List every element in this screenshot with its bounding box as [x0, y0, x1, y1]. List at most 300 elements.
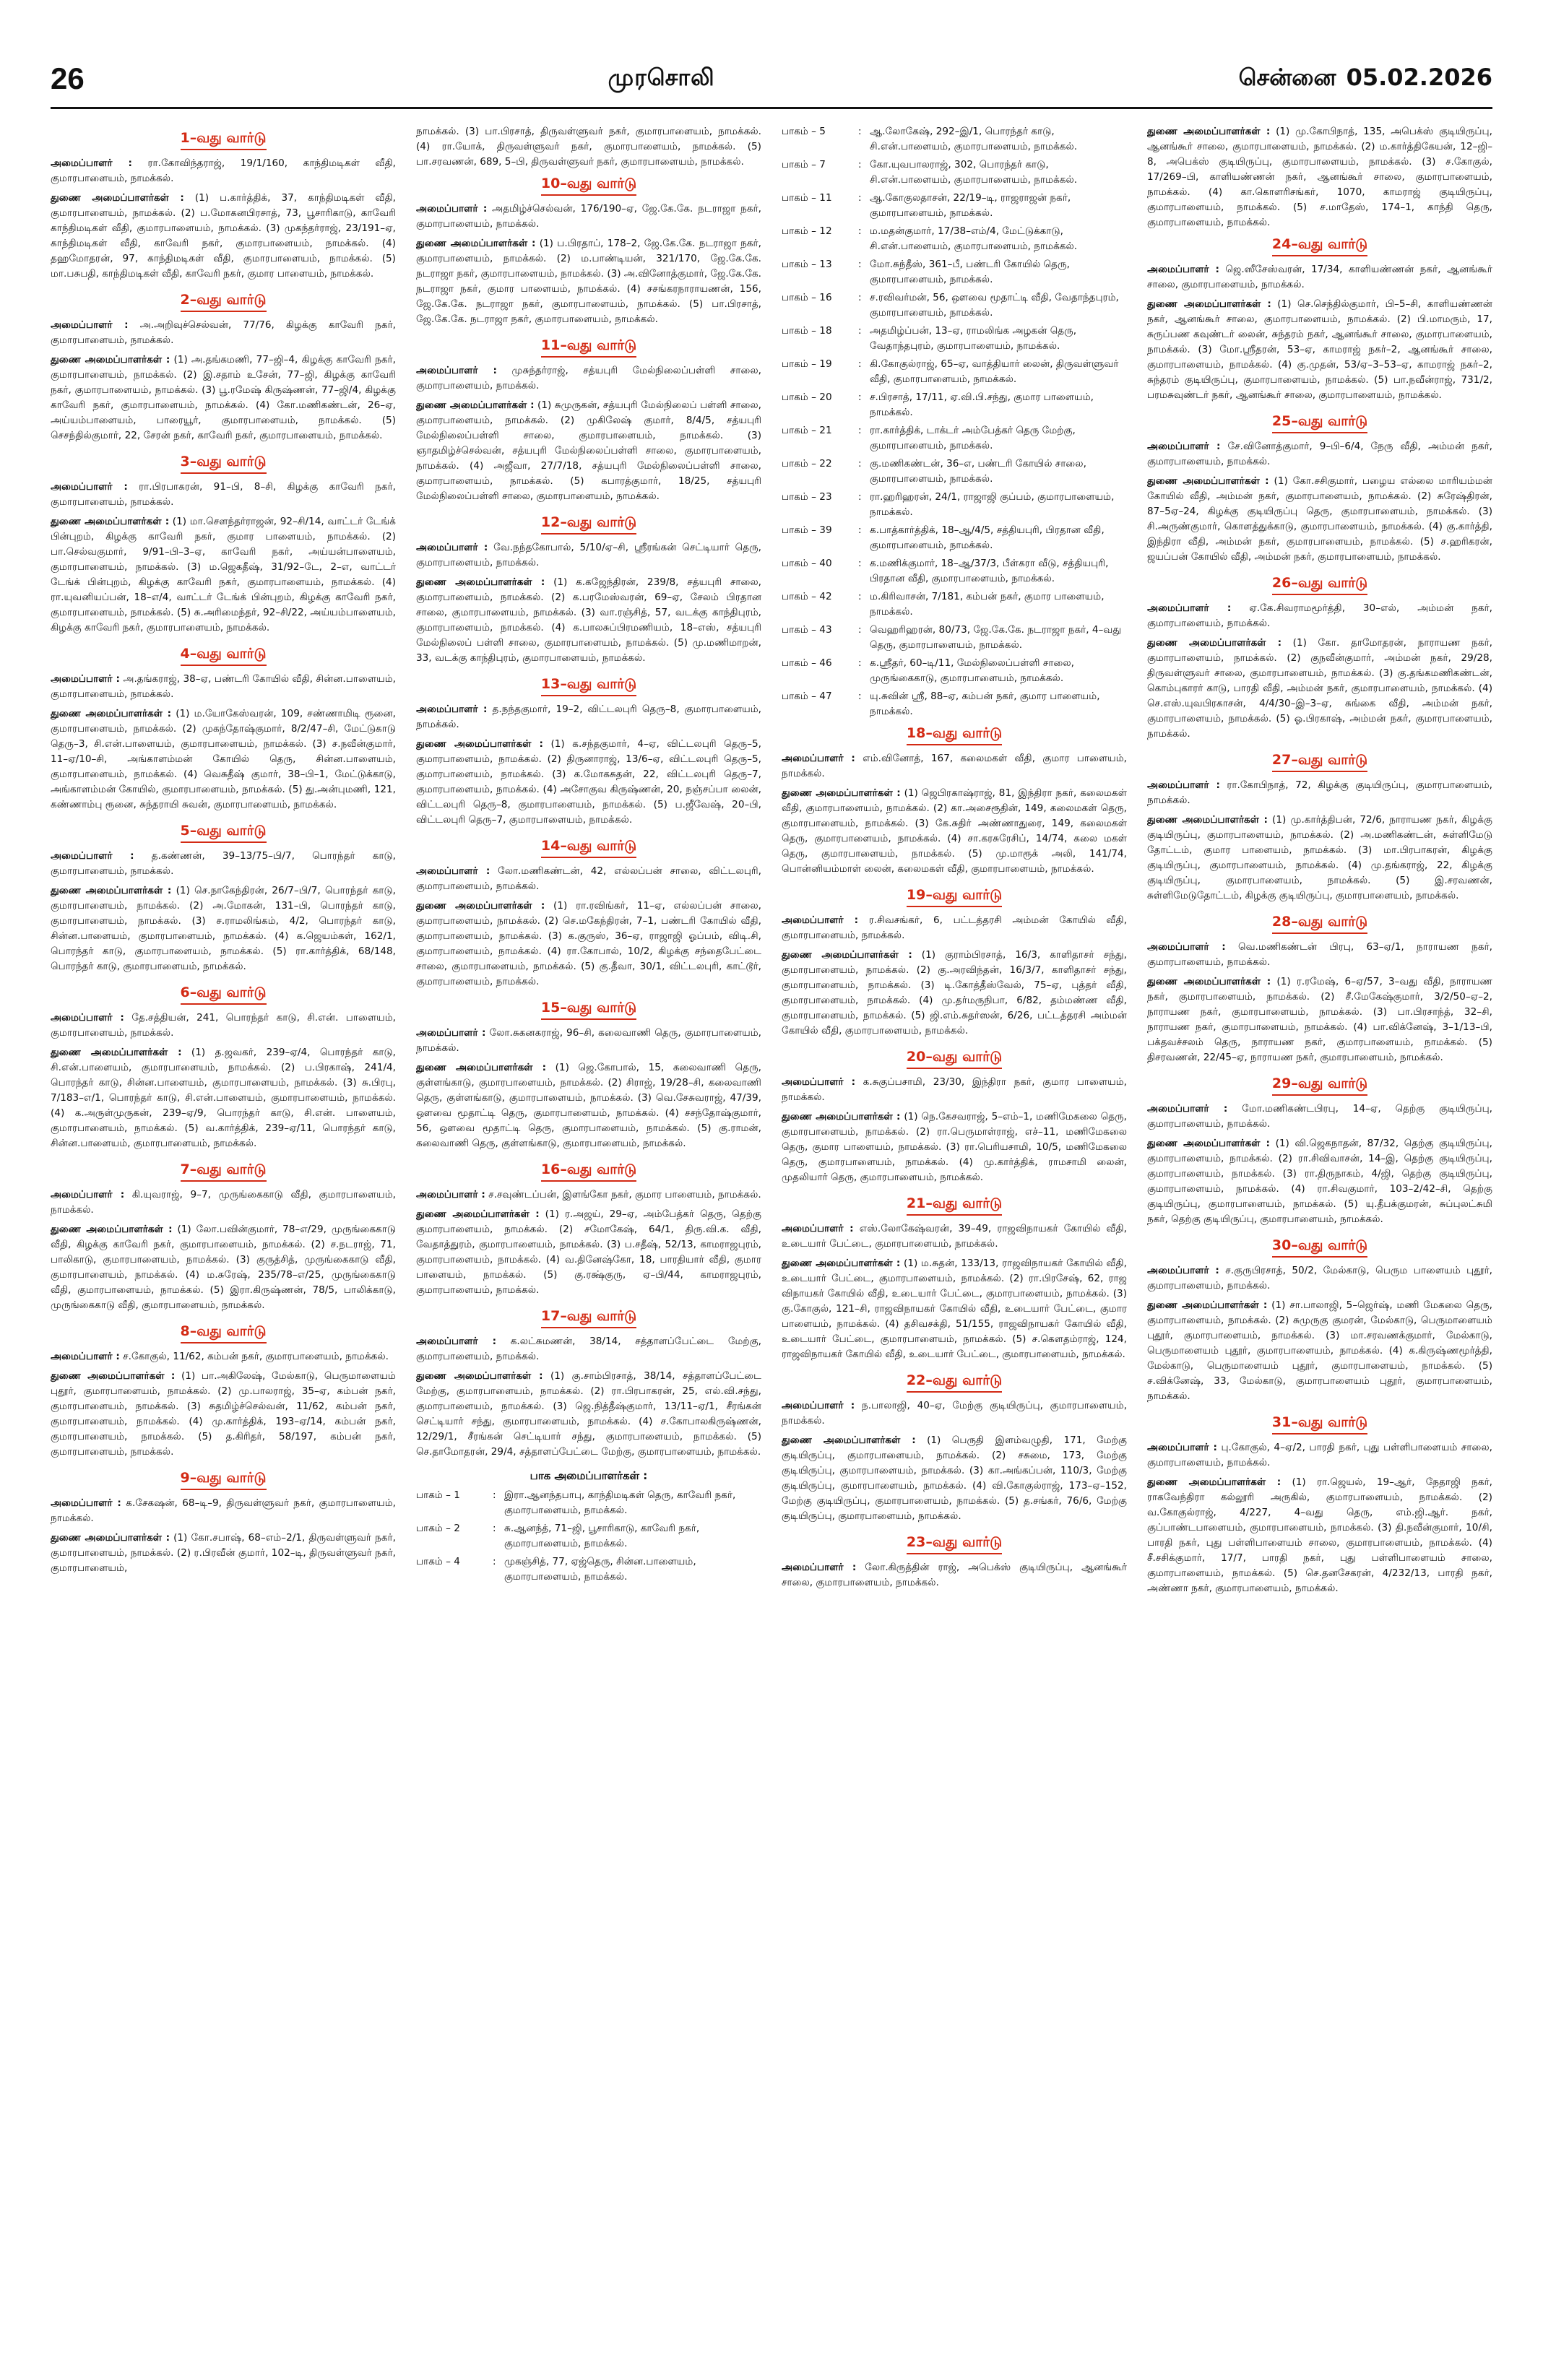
part-text: க.பாத்கார்த்திக், 18–ஆ/4/5, சத்தியபுரி, பிரதான வீதி, குமாரபாளையம், நாமக்கல்.: [870, 524, 1105, 551]
ward-title-text: 25–வது வார்டு: [1272, 412, 1367, 433]
role-label: துணை அமைப்பாளர்கள் :: [1147, 976, 1271, 987]
ward-paragraph: [416, 899, 761, 990]
ward-title-text: 17–வது வார்டு: [541, 1307, 636, 1328]
part-text: சு.ஆனந்த், 71–ஜி, பூசாரிகாடு, காவேரி நகர், குமாரபாளையம், நாமக்கல்.: [504, 1523, 700, 1549]
ward-paragraph: [416, 363, 761, 394]
ward-title-text: 10–வது வார்டு: [541, 174, 636, 196]
part-text: க.மணிக்குமார், 18–ஆ/37/3, பீள்கரா வீடு, சத்தியபுரி, பிரதான வீதி, குமாரபாளையம், நாமக்கல்.: [870, 558, 1109, 584]
ward-paragraph: [782, 786, 1127, 877]
part-number: பாகம் – 43: [782, 624, 832, 636]
ward-heading: [51, 983, 396, 1005]
role-text: (1) செ.செந்தில்குமார், பி–5–சி, காளியண்ணன் நகர், ஆனங்கூர் சாலை, குமாரபாளையம், நாமக்கல். (2) பி.மாமரும், 17, சுருப்பண கவுண்டர் லைன், சுந்தரம் நகர், ஆனங்கூர் சாலை, குமாரபாளையம், நாமக்கல். (3) மோ.ஸ்ரீதரன், 53–ஏ, காமராஜ் நகர்–2, ஆனங்கூர் சாலை, குமாரபாளையம், நாமக்கல். (4) கு.முதன், 53/ஏ–3–53–ஏ, காமராஜ் நகர்–2, சுந்தரம் குடியிருப்பு, குமாரபாளையம், நாமக்கல். (5) பா.நவீன்ராஜ், 731/2, பரமசுவுண்டர் நகர், ஆனங்கூர் சாலை, குமாரபாளையம், நாமக்கல்.: [1147, 298, 1492, 401]
role-label: துணை அமைப்பாளர்கள் :: [51, 516, 170, 527]
part-number: பாகம் – 22: [782, 458, 832, 469]
role-text: க.லட்சுமணன், 38/14, சத்தாளப்பேட்டை மேற்கு, குமாரபாளையம், நாமக்கல்.: [416, 1336, 761, 1362]
ward-paragraph: [51, 1045, 396, 1151]
part-number: பாகம் – 16: [782, 292, 832, 303]
ward-paragraph: [416, 1334, 761, 1364]
role-label: துணை அமைப்பாளர்கள் :: [416, 1370, 543, 1382]
role-label: அமைப்பாளர் :: [1147, 264, 1219, 275]
role-text: (1) கோ. தாமோதரன், நாராயண நகர், குமாரபாளையம், நாமக்கல். (2) குநவீன்குமார், அம்மன் நகர், 29/28, திருவள்ளுவர் சாலை, குமாரபாளையம், நாமக்கல். (3) கு.தங்கமணிகண்டன், கொம்புகாரர் காடு, பாரதி வீதி, அம்மன் நகர், குமாரபாளையம், நாமக்கல். (4) செ.எஸ்.யுவபிரகாசன், 4/4/30–இ–3–ஏ, சுங்கை வீதி, அம்மன் நகர், குமாரபாளையம், நாமக்கல். (5) ஓ.பிரகாஷ், அம்மன் நகர், குமாரபாளையம், நாமக்கல்.: [1147, 637, 1492, 740]
part-row: [416, 1554, 761, 1585]
ward-heading: [416, 336, 761, 358]
ward-paragraph: [416, 1060, 761, 1151]
role-label: துணை அமைப்பாளர்கள் :: [416, 900, 545, 912]
ward-title-text: 6–வது வார்டு: [181, 983, 267, 1005]
ward-paragraph: [1147, 601, 1492, 631]
ward-section: [416, 513, 761, 666]
role-text: (1) மா.செளந்தர்ராஜன், 92–சி/14, வாட்டர் டேங்க் பின்புறம், கிழக்கு காவேரி நகர், குமார பாளையம், நாமக்கல். (2) பா.செல்வகுமார், 9/91–பி–3–ஏ, காவேரி நகர், அய்யன்பாளையம், குமாரபாளையம், நாமக்கல். (3) ம.ஜெகதீஷ், 31/92–டே, 2–எ, வாட்டர் டேங்க் பின்புறம், கிழக்கு காவேரி நகர், குமாரபாளையம், நாமக்கல். (4) ரா.யுவனியப்பன், 18–எ/4, வாட்டர் டேங்க் பின்புறம், கிழக்கு காவேரி நகர், குமாரபாளையம், நாமக்கல். (5) சு.அரிமைந்தர், 92–சி/22, அய்யம்பாளையம், கிழக்கு காவேரி நகர், குமாரபாளையம், நாமக்கல்.: [51, 516, 396, 633]
role-label: துணை அமைப்பாளர்கள் :: [416, 1062, 547, 1073]
ward-paragraph: [1147, 1440, 1492, 1471]
part-separator: :: [858, 259, 862, 270]
role-label: துணை அமைப்பாளர்கள் :: [51, 1224, 173, 1235]
ward-paragraph: [1147, 439, 1492, 469]
ward-title-text: 24–வது வார்டு: [1272, 235, 1367, 256]
part-separator: :: [858, 292, 862, 303]
part-row: [782, 191, 1127, 221]
role-text: (1) குராம்பிரசாத், 16/3, காளிதாசர் சந்து, குமாரபாளையம், நாமக்கல். (2) கு.அரவிந்தன், 16/3/7, காளிதாசர் சந்து, குமாரபாளையம், நாமக்கல். (3) டி.கோத்தீஸ்வேல், 75–ஏ, புத்தர் வீதி, குமாரபாளையம், நாமக்கல். (4) மு.தர்மருநிபா, 6/82, தம்மண்ண வீதி, குமாரபாளையம், நாமக்கல். (5) ஜி.எம்.சுதர்ஸன், 6/26, பட்டத்தரசி அம்மன் கோயில் வீதி, குமாரபாளையம், நாமக்கல்.: [782, 949, 1127, 1037]
ward-paragraph: [51, 1011, 396, 1041]
ward-heading: [51, 452, 396, 474]
role-label: துணை அமைப்பாளர்கள் :: [416, 238, 536, 249]
role-text: கி.யுவராஜ், 9–7, முருங்கைகாடு வீதி, குமாரபாளையம், நாமக்கல்.: [51, 1189, 396, 1216]
part-number: பாகம் – 11: [782, 192, 832, 204]
part-row: [782, 623, 1127, 653]
ward-section: [782, 1047, 1127, 1185]
role-text: (1) ம.சுதன், 133/13, ராஜவிநாயகர் கோயில் வீதி, உடையார் பேட்டை, குமாரபாளையம், நாமக்கல். (2) ரா.பிரசேஷ், 62, ராஜ விநாயகர் கோயில் வீதி, உடையார் பேட்டை, குமாரபாளையம், நாமக்கல். (3) கு.கோகுல், 121–சி, ராஜவிநாயகர் கோயில் வீதி, உடையார் பேட்டை, குமார பாளையம், நாமக்கல். (4) தசிவசக்தி, 51/155, ராஜவிநாயகர் கோயில் வீதி, உடையார் பேட்டை, குமாரபாளையம், நாமக்கல். (5) ச.கௌதம்ராஜ், 124, ராஜவிநாயகர் கோயில் வீதி, உடையார் பேட்டை, குமாரபாளையம், நாமக்கல்.: [782, 1258, 1127, 1360]
role-text: (1) மு.கோபிநாத், 135, அபெக்ஸ் குடியிருப்பு, ஆனங்கூர் சாலை, குமாரபாளையம், நாமக்கல். (2) ம.கார்த்திகேயன், 12–ஜி–8, அபெக்ஸ் குடியிருப்பு, குமாரபாளையம், நாமக்கல். (3) ச.கோகுல், 17/269–பி, காளியண்ணன் நகர், ஆனங்கூர் சாலை, குமாரபாளையம், நாமக்கல். (4) கா.கொளரிசங்கர், 1070, காமராஜ் குடியிருப்பு, குமாரபாளையம், நாமக்கல். (5) ச.மாதேஸ், 174–1, காந்தி தெரு, குமாரபாளையம், நாமக்கல்.: [1147, 126, 1492, 228]
ward-section: [51, 983, 396, 1151]
ward-title-text: 1–வது வார்டு: [181, 129, 267, 150]
role-text: அ.அறிவுச்செல்வன், 77/76, கிழக்கு காவேரி நகர், குமாரபாளையம், நாமக்கல்.: [51, 319, 396, 346]
role-label: துணை அமைப்பாளர்கள் :: [782, 949, 912, 961]
role-label: அமைப்பாளர் :: [416, 542, 488, 553]
role-label: அமைப்பாளர் :: [782, 1562, 857, 1573]
part-number: பாகம் – 19: [782, 358, 832, 370]
column-3: [782, 124, 1127, 2351]
part-number: பாகம் – 20: [782, 391, 832, 403]
role-label: அமைப்பாளர் :: [782, 1400, 855, 1411]
ward-title-text: 28–வது வார்டு: [1272, 912, 1367, 934]
role-text: (1) க.கஜேந்திரன், 239/8, சத்யபுரி சாலை, குமாரபாளையம், நாமக்கல். (2) க.பரமேஸ்வரன், 69–ஏ, சேலம் பிரதான சாலை, குமாரபாளையம், நாமக்கல். (3) வா.ரஞ்சித், 57, வடக்கு காந்திபுரம், குமாரபாளையம், நாமக்கல். (4) க.பாலசுப்பிரமணியம், 18–எஸ், சத்யபுரி மேல்நிலைப் பள்ளி சாலை, குமாரபாளையம், நாமக்கல். (5) மு.மணிமாறன், 33, வடக்கு காந்திபுரம், குமாரபாளையம், நாமக்கல்.: [416, 576, 761, 664]
role-label: அமைப்பாளர் :: [416, 704, 488, 715]
role-text: ர.சிவசங்கர், 6, பட்டத்தரசி அம்மன் கோயில் வீதி, குமாரபாளையம், நாமக்கல்.: [782, 914, 1127, 941]
header-rule: [51, 107, 1492, 109]
role-text: ச.சவுண்டப்பன், இளங்கோ நகர், குமார பாளையம், நாமக்கல்.: [485, 1189, 761, 1200]
ward-heading: [1147, 912, 1492, 934]
ward-heading: [1147, 574, 1492, 595]
role-text: அதமிழ்ச்செல்வன், 176/190–ஏ, ஜே.கே.கே. நடராஜா நகர், குமாரபாளையம், நாமக்கல்.: [416, 203, 761, 230]
masthead: [51, 56, 1492, 101]
ward-paragraph: [51, 706, 396, 813]
role-label: அமைப்பாளர் :: [1147, 1103, 1228, 1115]
role-text: (1) ரா.ரவிங்கர், 11–ஏ, எல்லப்பன் சாலை, குமாரபாளையம், நாமக்கல். (2) செ.மகேந்திரன், 7–1, பண்டரி கோயில் வீதி, குமாரபாளையம், நாமக்கல். (3) க.குருஸ், 36–ஏ, ராஜாஜி ஓப்பம், விடி.சி, குமாரபாளையம், நாமக்கல். (4) ரா.கோபால், 10/2, கிழக்கு சந்தைபேட்டை சாலை, குமாரபாளையம், நாமக்கல். (5) கு.தீவா, 30/1, விட்டலபுரி, காட்டூர், குமாரபாளையம், நாமக்கல்.: [416, 900, 761, 987]
ward-heading: [51, 1160, 396, 1182]
part-separator: :: [493, 1489, 496, 1501]
role-text: பு.கோகுல், 4–ஏ/2, பாரதி நகர், புது பள்ளிபாளையம் சாலை, குமாரபாளையம், நாமக்கல்.: [1147, 1442, 1492, 1468]
part-row: [782, 157, 1127, 188]
ward-paragraph: [416, 1187, 761, 1203]
role-text: ஏ.கே.சிவராமமூர்த்தி, 30–எல், அம்மன் நகர், குமாரபாளையம், நாமக்கல்.: [1147, 602, 1492, 629]
ward-section: [51, 452, 396, 636]
ward-paragraph: [1147, 474, 1492, 565]
ward-heading: [1147, 750, 1492, 772]
role-text: (1) மு.கார்த்திபன், 72/6, நாராயண நகர், கிழக்கு குடியிருப்பு, குமாரபாளையம், நாமக்கல். (2) அ.மணிகண்டன், சுள்ளிமேடு தோட்டம், குமார பாளையம், நாமக்கல். (3) மா.பிரபாகரன், கிழக்கு குடியிருப்பு, குமாரபாளையம், நாமக்கல். (4) மு.தங்கராஜ், 22, கிழக்கு குடியிருப்பு, குமாரபாளையம், நாமக்கல். (5) இ.சரவணன், சுள்ளிமேடுதோட்டம், கிழக்கு குடியிருப்பு, குமாரபாளையம், நாமக்கல்.: [1147, 814, 1492, 901]
ward-section: [782, 1371, 1127, 1524]
role-label: துணை அமைப்பாளர்கள் :: [51, 192, 184, 204]
role-text: தே.சத்தியன், 241, பொரந்தர் காடு, சி.என். பாளையம், குமாரபாளையம், நாமக்கல்.: [51, 1012, 396, 1039]
part-number: பாகம் – 42: [782, 591, 832, 602]
role-label: அமைப்பாளர் :: [51, 850, 134, 862]
part-text: ரா.ஹரிஹரன், 24/1, ராஜாஜி குப்பம், குமாரபாளையம், நாமக்கல்.: [870, 491, 1115, 518]
ward-paragraph: [51, 1369, 396, 1460]
role-text: அ.தங்கராஜ், 38–ஏ, பண்டரி கோயில் வீதி, சின்ன.பாளையம், குமாரபாளையம், நாமக்கல்.: [51, 673, 396, 700]
part-number: பாகம் – 40: [782, 558, 832, 569]
role-label: துணை அமைப்பாளர்கள் :: [1147, 1299, 1268, 1311]
role-text: (1) கோ.சசிகுமார், பழைய எல்லை மாரியம்மன் கோயில் வீதி, அம்மன் நகர், குமாரபாளையம், நாமக்கல். (2) சுரேஷ்திரன், 87–5ஏ–24, கிழக்கு குடியிருப்பு தெரு, குமாரபாளையம், நாமக்கல். (3) சி.அருண்குமார், கொளத்துக்காடு, குமாரபாளையம், நாமக்கல். (4) கு.கார்த்தி, இந்திரா வீதி, அம்மன் நகர், குமாரபாளையம், நாமக்கல். (5) ச.ஹரிகரன், ஜயப்பன் கோயில் வீதி, அம்மன் நகர், குமாரபாளையம், நாமக்கல்.: [1147, 475, 1492, 563]
role-label: அமைப்பாளர் :: [51, 481, 128, 493]
part-row: [782, 324, 1127, 354]
ward-paragraph: [1147, 1298, 1492, 1404]
ward-section: [416, 174, 761, 327]
role-label: அமைப்பாளர் :: [51, 673, 120, 685]
continued-paragraph: [416, 124, 761, 170]
role-text: சே.வினோத்குமார், 9–பி–6/4, நேரு வீதி, அம்மன் நகர், குமாரபாளையம், நாமக்கல்.: [1147, 441, 1492, 467]
role-label: அமைப்பாளர் :: [51, 1497, 121, 1509]
ward-title-text: 9–வது வார்டு: [181, 1468, 267, 1490]
part-text: ச.ரவிவர்மன், 56, ஔவை மூதாட்டி வீதி, வேதாந்தபுரம், குமாரபாளையம், நாமக்கல்.: [870, 292, 1119, 319]
ward-section: [1147, 235, 1492, 403]
ward-title-text: 3–வது வார்டு: [181, 452, 267, 474]
ward-section: [416, 1307, 761, 1460]
column-1: [51, 124, 396, 2351]
ward-paragraph: [51, 883, 396, 974]
ward-paragraph: [416, 202, 761, 232]
newspaper-name: முரசொலி: [608, 64, 715, 91]
part-number: பாகம் – 18: [782, 325, 832, 337]
role-text: எஸ்.லோகேஷ்வரன், 39–49, ராஜவிநாயகர் கோயில் வீதி, உடையார் பேட்டை, குமாரபாளையம், நாமக்கல்.: [782, 1223, 1127, 1250]
ward-title-text: 4–வது வார்டு: [181, 644, 267, 666]
role-text: த.நந்தகுமார், 19–2, விட்டலபுரி தெரு–8, குமாரபாளையம், நாமக்கல்.: [416, 704, 761, 730]
role-label: அமைப்பாளர் :: [416, 365, 497, 376]
ward-section: [1147, 1236, 1492, 1404]
parts-heading: பாக அமைப்பாளர்கள் :: [530, 1469, 648, 1482]
part-number: பாகம் – 1: [416, 1489, 460, 1501]
role-text: (1) கோ.சபாஷ், 68–எம்–2/1, திருவள்ளுவர் நகர், குமாரபாளையம், நாமக்கல். (2) ர.பிரவீன் குமார், 102–டி, திருவள்ளுவர் நகர், குமாரபாளையம்,: [51, 1532, 396, 1574]
role-text: (1) சா.பாலாஜி, 5–ஜெர்ஷ், மணி மேகலை தெரு, குமாரபாளையம், நாமக்கல். (2) சுமுருகு குமரன், மேல்காடு, பெருமாளையம் புதூர், குமாரபாளையம், நாமக்கல். (3) மா.சரவணக்குமார், மேல்காடு, பெருமாளையம் புதூர், குமாரபாளையம், நாமக்கல். (4) க.கிருஷ்ணமூர்த்தி, மேல்காடு, பெருமாளையம் புதூர், குமாரபாளையம், நாமக்கல். (5) ச.விக்னேஷ், 33, மேல்காடு, குமாரபாளையம் புதூர், குமாரபாளையம், நாமக்கல்.: [1147, 1299, 1492, 1402]
role-text: எம்.வினோத், 167, கலைமகள் வீதி, குமார பாளையம், நாமக்கல்.: [782, 753, 1127, 779]
part-row: [782, 423, 1127, 454]
ward-heading: [1147, 1074, 1492, 1096]
ward-paragraph: [51, 672, 396, 702]
part-separator: :: [858, 391, 862, 403]
part-number: பாகம் – 12: [782, 225, 832, 237]
part-text: யு.சுவின் ஸ்ரீ, 88–ஏ, கம்பன் நகர், குமார பாளையம், நாமக்கல்.: [870, 691, 1100, 717]
ward-heading: [416, 513, 761, 535]
part-text: க.ஸ்ரீதர், 60–டி/11, மேல்நிலைப்பள்ளி சாலை, முருங்கைகாடு, குமாரபாளையம், நாமக்கல்.: [870, 657, 1074, 684]
ward-title-text: 27–வது வார்டு: [1272, 750, 1367, 772]
part-row: [782, 490, 1127, 520]
ward-paragraph: [1147, 940, 1492, 970]
ward-title-text: 19–வது வார்டு: [907, 886, 1002, 907]
ward-heading: [416, 675, 761, 696]
role-label: அமைப்பாளர் :: [416, 1189, 485, 1200]
ward-section: [416, 675, 761, 828]
role-label: துணை அமைப்பாளர்கள் :: [782, 787, 901, 799]
part-text: ம.கிரிவாசன், 7/181, கம்பன் நகர், குமார பாளையம், நாமக்கல்.: [870, 591, 1105, 618]
part-separator: :: [493, 1556, 496, 1567]
ward-section: [51, 1322, 396, 1460]
role-text: (1) கு.சாம்பிரசாத், 38/14, சத்தாளப்பேட்டை மேற்கு, குமாரபாளையம், நாமக்கல். (2) ரா.பிரபாகரன், 25, எல்.வி.சந்து, குமாரபாளையம், நாமக்கல். (3) ஜெ.நித்தீஷ்குமார், 13/11–ஏ/1, சீரங்கன் செட்டியார் சந்து, குமாரபாளையம், நாமக்கல். (4) ச.கோபாலகிருஷ்ணன், 12/29/1, சீரங்கன் செட்டியார் சந்து, குமாரபாளையம், நாமக்கல். (5) செ.தாமோதரன், 29/4, சத்தாளப்பேட்டை மேற்கு, குமாரபாளையம், நாமக்கல்.: [416, 1370, 761, 1458]
role-label: துணை அமைப்பாளர்கள் :: [1147, 475, 1269, 487]
ward-section: [416, 836, 761, 990]
role-label: துணை அமைப்பாளர்கள் :: [416, 1208, 540, 1220]
continued-paragraph: [1147, 124, 1492, 230]
ward-paragraph: [416, 737, 761, 828]
part-separator: :: [858, 458, 862, 469]
ward-heading: [782, 1371, 1127, 1393]
role-text: (1) ப.பிரதாப், 178–2, ஜே.கே.கே. நடராஜா நகர், குமாரபாளையம், நாமக்கல். (2) ம.பாண்டியன், 321/170, ஜே.கே.கே. நடராஜா நகர், குமாரபாளையம், நாமக்கல். (3) அ.வினோத்குமார், ஜே.கே.கே. நடராஜா நகர், குமார பாளையம், நாமக்கல். (4) சசங்கரநாராயணன், 156, ஜே.கே.கே. நடராஜா நகர், குமாரபாளையம், நாமக்கல். (5) பா.பிரசாத், ஜே.கே.கே. நடராஜா நகர், குமாரபாளையம், நாமக்கல்.: [416, 238, 761, 325]
ward-title-text: 21–வது வார்டு: [907, 1194, 1002, 1216]
ward-paragraph: [1147, 1102, 1492, 1132]
ward-paragraph: [51, 1496, 396, 1526]
role-text: (1) நெ.கேசவராஜ், 5–எம்–1, மணிமேகலை தெரு, குமாரபாளையம், நாமக்கல். (2) ரா.பெருமாள்ராஜ், எச்–11, மணிமேகலை தெரு, குமார பாளையம், நாமக்கல். (3) ரா.பெரியசாமி, 10/5, மணிமேகலை தெரு, குமாரபாளையம், நாமக்கல். (4) மு.கார்த்திக், ராமசாமி லைன், முதலியார் தெரு, குமாரபாளையம், நாமக்கல்.: [782, 1111, 1127, 1183]
role-text: (1) த.ஜவகர், 239–ஏ/4, பொரந்தர் காடு, சி.என்.பாளையம், குமாரபாளையம், நாமக்கல். (2) ப.பிரகாஷ், 241/4, பொரந்தர் காடு, சின்ன.பாளையம், குமாரபாளையம், நாமக்கல். (3) சு.பிரபு, 7/183–எ/1, பொரந்தர் காடு, சி.என்.பாளையம், குமாரபாளையம், நாமக்கல். (4) க.அருள்முருகன், 239–ஏ/9, பொரந்தர் காடு, சி.என். பாளையம், குமாரபாளையம், நாமக்கல். (5) வ.கார்த்திக், 239–ஏ/11, பொரந்தர் காடு, சின்ன.பாளையம், குமாரபாளையம், நாமக்கல்.: [51, 1047, 396, 1149]
role-text: க.சேகஷன், 68–டி–9, திருவள்ளுவர் நகர், குமாரபாளையம், நாமக்கல்.: [51, 1497, 396, 1524]
part-text: கோ.யுவபாலராஜ், 302, பொரந்தர் காடு, சி.என்.பாளையம், குமாரபாளையம், நாமக்கல்.: [870, 159, 1078, 186]
ward-paragraph: [51, 352, 396, 443]
part-row: [782, 224, 1127, 254]
role-text: (1) ஜெபிரகாஷ்ராஜ், 81, இந்திரா நகர், கலைமகள் வீதி, குமாரபாளையம், நாமக்கல். (2) கா.அசைரூதின், 149, கலைமகள் தெரு, குமாரபாளையம், நாமக்கல். (3) கே.சுதிர் அண்ணாதுரை, 149, கலைமகள் தெரு, குமாரபாளையம், நாமக்கல். (4) சா.கரசுரேசிப், 14/74, கலை மகள் தெரு, குமாரபாளையம், நாமக்கல். (5) மு.மாரூக் அலி, 141/74, பொன்னியம்மாள் லைன், கலைமகள் வீதி, குமாரபாளையம், நாமக்கல்.: [782, 787, 1127, 875]
part-number: பாகம் – 39: [782, 524, 832, 536]
ward-title-text: 31–வது வார்டு: [1272, 1413, 1367, 1435]
ward-paragraph: [782, 948, 1127, 1039]
ward-heading: [51, 1322, 396, 1343]
role-label: துணை அமைப்பாளர்கள் :: [51, 1047, 182, 1058]
part-separator: :: [858, 691, 862, 702]
role-label: அமைப்பாளர் :: [416, 1336, 497, 1347]
role-label: அமைப்பாளர் :: [51, 157, 132, 169]
part-separator: :: [858, 358, 862, 370]
part-row: [782, 290, 1127, 321]
ward-section: [51, 1160, 396, 1313]
ward-title-text: 23–வது வார்டு: [907, 1533, 1002, 1554]
role-label: அமைப்பாளர் :: [416, 865, 490, 877]
part-text: ம.மதன்குமார், 17/38–எம்/4, மேட்டுக்காடு, சி.என்.பாளையம், குமாரபாளையம், நாமக்கல்.: [870, 225, 1078, 252]
ward-section: [782, 724, 1127, 877]
role-text: ரா.கோவிந்தராஜ், 19/1/160, காந்திமடிகள் வீதி, குமாரபாளையம், நாமக்கல்.: [51, 157, 396, 184]
ward-title-text: 7–வது வார்டு: [181, 1160, 267, 1182]
part-number: பாகம் – 21: [782, 425, 832, 436]
ward-section: [51, 821, 396, 974]
role-text: (1) பெருதி இளம்வழுதி, 171, மேற்கு குடியிருப்பு, குமாரபாளையம், நாமக்கல். (2) சசுமை, 173, மேற்கு குடியிருப்பு, குமாரபாளையம், நாமக்கல். (3) கா.அங்கப்பன், 110/3, மேற்கு குடியிருப்பு, குமாரபாளையம், நாமக்கல். (4) வி.கோகுல்ராஜ், 173–ஏ–152, மேற்கு குடியிருப்பு, குமாரபாளையம், நாமக்கல். (5) த.சங்கர், 76/6, மேற்கு குடியிருப்பு, குமாரபாளையம், நாமக்கல்.: [782, 1435, 1127, 1522]
role-label: அமைப்பாளர் :: [1147, 441, 1221, 452]
ward-title-text: 29–வது வார்டு: [1272, 1074, 1367, 1096]
ward-heading: [51, 821, 396, 843]
ward-title-text: 18–வது வார்டு: [907, 724, 1002, 745]
ward-heading: [782, 1533, 1127, 1554]
role-text: லோ.மணிகண்டன், 42, எல்லப்பன் சாலை, விட்டலபுரி, குமாரபாளையம், நாமக்கல்.: [416, 865, 761, 892]
ward-title-text: 12–வது வார்டு: [541, 513, 636, 535]
ward-title-text: 8–வது வார்டு: [181, 1322, 267, 1343]
ward-heading: [416, 1160, 761, 1182]
role-text: மோ.மணிகண்டபிரபு, 14–ஏ, தெற்கு குடியிருப்பு, குமாரபாளையம், நாமக்கல்.: [1147, 1103, 1492, 1130]
ward-section: [782, 1194, 1127, 1362]
role-text: (1) செ.நாகேந்திரன், 26/7–பி/7, பொரந்தர் காடு, குமாரபாளையம், நாமக்கல். (2) அ.மோகன், 131–பி, பொரந்தர் காடு, குமாரபாளையம், நாமக்கல். (3) ச.ராமலிங்கம், 4/2, பொரந்தர் காடு, சின்ன.பாளையம், குமாரபாளையம், நாமக்கல். (4) க.ஜெயம்கள், 162/1, பொரந்தர் காடு, குமாரபாளையம், நாமக்கல். (5) ரா.கார்த்திக், 68/148, பொரந்தர் காடு, குமாரபாளையம், நாமக்கல்.: [51, 885, 396, 972]
role-label: துணை அமைப்பாளர்கள் :: [1147, 637, 1282, 649]
ward-heading: [1147, 412, 1492, 433]
ward-paragraph: [1147, 1475, 1492, 1596]
ward-paragraph: [782, 1560, 1127, 1591]
ward-title-text: 26–வது வார்டு: [1272, 574, 1367, 595]
part-separator: :: [858, 192, 862, 204]
page-number: 26: [51, 61, 85, 95]
ward-title-text: 22–வது வார்டு: [907, 1371, 1002, 1393]
role-label: அமைப்பாளர் :: [416, 203, 488, 215]
part-separator: :: [858, 225, 862, 237]
ward-heading: [782, 886, 1127, 907]
role-text: நாமக்கல். (3) பா.பிரசாத், திருவள்ளுவர் நகர், குமாரபாளையம், நாமக்கல். (4) ரா.யோக், திருவள்ளுவர் நகர், குமாரபாளையம், நாமக்கல். (5) பா.சரவணன், 689, 5–பி, திருவள்ளுவர் நகர், குமாரபாளையம், நாமக்கல்.: [416, 126, 761, 168]
ward-paragraph: [1147, 974, 1492, 1065]
ward-heading: [1147, 235, 1492, 256]
ward-title-text: 2–வது வார்டு: [181, 290, 267, 312]
ward-paragraph: [416, 1369, 761, 1460]
part-separator: :: [858, 591, 862, 602]
part-number: பாகம் – 7: [782, 159, 826, 170]
role-text: த.கண்ணன், 39–13/75–பி/7, பொரந்தர் காடு, குமாரபாளையம், நாமக்கல்.: [51, 850, 396, 877]
ward-section: [1147, 412, 1492, 565]
part-separator: :: [858, 425, 862, 436]
ward-section: [1147, 750, 1492, 904]
ward-paragraph: [51, 849, 396, 879]
role-label: அமைப்பாளர் :: [782, 1076, 856, 1088]
ward-paragraph: [51, 480, 396, 510]
part-number: பாகம் – 4: [416, 1556, 460, 1567]
ward-title-text: 15–வது வார்டு: [541, 998, 636, 1020]
part-row: [782, 357, 1127, 387]
ward-heading: [782, 1047, 1127, 1069]
ward-title-text: 11–வது வார்டு: [541, 336, 636, 358]
article-columns: [51, 124, 1492, 2351]
role-text: (1) லோ.பவின்குமார், 78–எ/29, முருங்கைகாடு வீதி, கிழக்கு காவேரி நகர், குமாரபாளையம், நாமக்கல். (2) ச.நடராஜ், 71, பாலிகாடு, குமாரபாளையம், நாமக்கல். (3) குருத்சித், முருங்கைகாடு வீதி, குமாரபாளையம், நாமக்கல். (4) ம.சுரேஷ், 235/78–எ/25, முருங்கைகாடு வீதி, குமாரபாளையம், நாமக்கல். (5) இரா.கிருஷ்ணன், 78/5, பாலிக்காடு, முருங்கைகாடு வீதி, குமாரபாளையம், நாமக்கல்.: [51, 1224, 396, 1311]
role-label: துணை அமைப்பாளர்கள் :: [1147, 1476, 1281, 1488]
part-separator: :: [858, 524, 862, 536]
role-label: துணை அமைப்பாளர்கள் :: [51, 1532, 170, 1544]
part-number: பாகம் – 47: [782, 691, 832, 702]
role-text: (1) அ.தங்கமணி, 77–ஜி–4, கிழக்கு காவேரி நகர், குமாரபாளையம், நாமக்கல். (2) இ.சதாம் உசேன், 77–ஜி, கிழக்கு காவேரி நகர், குமாரபாளையம், நாமக்கல். (3) பூ.ரமேஷ் கிருஷ்ணன், 77–ஜி/4, கிழக்கு காவேரி நகர், குமாரபாளையம், நாமக்கல். (4) கோ.மணிகண்டன், 26–ஏ, அய்யம்பாளையம், பாரையூர், குமாரபாளையம், நாமக்கல். (5) செசந்தில்குமார், 22, சேரன் நகர், காவேரி நகர், குமாரபாளையம், நாமக்கல்.: [51, 354, 396, 441]
ward-paragraph: [416, 540, 761, 571]
column-4: [1147, 124, 1492, 2351]
role-text: (1) ஜெ.கோபால், 15, கலைவாணி தெரு, குள்ளங்காடு, குமாரபாளையம், நாமக்கல். (2) சிராஜ், 19/28–சி, கலைவாணி தெரு, குள்ளங்காடு, குமாரபாளையம், நாமக்கல். (3) வெ.சேசுவராஜ், 47/39, ஔவை மூதாட்டி தெரு, குமாரபாளையம், நாமக்கல். (4) சசந்தோஷ்குமார், 56, ஔவை மூதாட்டி தெரு, குமாரபாளையம், நாமக்கல். (5) கு.ராமன், கலைவாணி தெரு, குள்ளங்காடு, குமாரபாளையம், நாமக்கல்.: [416, 1062, 761, 1149]
role-label: அமைப்பாளர் :: [1147, 602, 1232, 614]
role-label: துணை அமைப்பாளர்கள் :: [1147, 814, 1268, 826]
part-separator: :: [493, 1523, 496, 1534]
ward-heading: [416, 998, 761, 1020]
ward-paragraph: [782, 1433, 1127, 1524]
role-text: (1) ப.கார்த்திக், 37, காந்திமடிகள் வீதி, குமாரபாளையம், நாமக்கல். (2) ப.மோகனபிரசாத், 73, பூசாரிகாடு, காவேரி காந்திமடிகள் வீதி, குமாரபாளையம், நாமக்கல். (3) முகந்தர்ராஜ், 23/191–ஏ, காந்திமடிகள் வீதி, காவேரி நகர், குமாரபாளையம், நாமக்கல். (4) தஹமோதரன், 97, காந்திமடிகள் வீதி, குமாரபாளையம், நாமக்கல். (5) மா.பசுபதி, காந்திமடிகள் வீதி, காவேரி நகர், குமார பாளையம், நாமக்கல்.: [51, 192, 396, 280]
role-text: ந.பாலாஜி, 40–ஏ, மேற்கு குடியிருப்பு, குமாரபாளையம், நாமக்கல்.: [782, 1400, 1127, 1427]
part-separator: :: [858, 126, 862, 137]
ward-paragraph: [1147, 297, 1492, 403]
ward-heading: [416, 174, 761, 196]
ward-section: [1147, 912, 1492, 1065]
role-text: (1) பா.அகிலேஷ், மேல்காடு, பெருமாளையம் புதூர், குமாரபாளையம், நாமக்கல். (2) மு.பாலராஜ், 35–ஏ, கம்பன் நகர், குமாரபாளையம், நாமக்கல். (3) சுதமிழ்ச்செல்வன், 11/62, கம்பன் நகர், குமாரபாளையம், நாமக்கல். (4) மு.கார்த்திக், 193–ஏ/14, கம்பன் நகர், குமாரபாளையம், நாமக்கல். (5) த.கிரிதர், 58/197, கம்பன் நகர், குமாரபாளையம், நாமக்கல்.: [51, 1370, 396, 1458]
ward-paragraph: [416, 398, 761, 504]
role-label: அமைப்பாளர் :: [1147, 779, 1220, 791]
ward-paragraph: [51, 156, 396, 186]
part-separator: :: [858, 325, 862, 337]
ward-heading: [51, 1468, 396, 1490]
ward-heading: [1147, 1413, 1492, 1435]
ward-paragraph: [51, 514, 396, 636]
part-text: முகஞ்சித், 77, ஏஜ்தெரு, சின்ன.பாளையம், குமாரபாளையம், நாமக்கல்.: [504, 1556, 696, 1583]
role-label: துணை அமைப்பாளர்கள் :: [416, 738, 543, 750]
part-text: ரா.கார்த்திக், டாக்டர் அம்பேத்கர் தெரு மேற்கு, குமாரபாளையம், நாமக்கல்.: [870, 425, 1076, 451]
part-row: [782, 523, 1127, 553]
ward-section: [1147, 574, 1492, 742]
role-text: ரா.கோபிநாத், 72, கிழக்கு குடியிருப்பு, குமாரபாளையம், நாமக்கல்.: [1147, 779, 1492, 806]
part-row: [782, 556, 1127, 587]
role-label: துணை அமைப்பாளர்கள் :: [416, 399, 535, 411]
part-separator: :: [858, 159, 862, 170]
ward-title-text: 14–வது வார்டு: [541, 836, 636, 858]
ward-title-text: 5–வது வார்டு: [181, 821, 267, 843]
ward-heading: [416, 836, 761, 858]
role-text: (1) சுமுருகன், சத்யபுரி மேல்நிலைப் பள்ளி சாலை, குமாரபாளையம், நாமக்கல். (2) முகிலேஷ் குமார், 8/4/5, சத்யபுரி மேல்நிலைப்பள்ளி சாலை, குமாரபாளையம், நாமக்கல். (3) ஞாதமிழ்ச்செல்வன், சத்யபுரி மேல்நிலைப்பள்ளி சாலை, குமாரபாளையம், நாமக்கல். (4) அஜீவா, 27/7/18, சத்யபுரி மேல்நிலைப்பள்ளி சாலை, குமாரபாளையம், நாமக்கல். (5) கபாரத்குமார், 18/25, சத்யபுரி மேல்நிலைப்பள்ளி சாலை, குமாரபாளையம், நாமக்கல்.: [416, 399, 761, 502]
role-label: துணை அமைப்பாளர்கள் :: [782, 1258, 901, 1269]
ward-paragraph: [1147, 1263, 1492, 1294]
part-separator: :: [858, 491, 862, 503]
part-text: கு.மணிகண்டன், 36–எ, பண்டரி கோயில் சாலை, குமாரபாளையம், நாமக்கல்.: [870, 458, 1086, 485]
role-label: துணை அமைப்பாளர்கள் :: [51, 885, 172, 896]
ward-title-text: 20–வது வார்டு: [907, 1047, 1002, 1069]
column-2: [416, 124, 761, 2351]
part-number: பாகம் – 13: [782, 259, 832, 270]
ward-paragraph: [51, 1349, 396, 1364]
role-text: முசுந்தர்ராஜ், சத்யபுரி மேல்நிலைப்பள்ளி சாலை, குமாரபாளையம், நாமக்கல்.: [416, 365, 761, 391]
role-label: அமைப்பாளர் :: [51, 319, 129, 331]
ward-heading: [416, 1307, 761, 1328]
role-text: ச.குருபிரசாத், 50/2, மேல்காடு, பெரும பாளையம் புதூர், குமாரபாளையம், நாமக்கல்.: [1147, 1265, 1492, 1291]
ward-section: [1147, 1413, 1492, 1596]
role-text: லோ.கிருத்தின் ராஜ், அபெக்ஸ் குடியிருப்பு, ஆனங்கூர் சாலை, குமாரபாளையம், நாமக்கல்.: [782, 1562, 1127, 1588]
role-text: லோ.சுகனகராஜ், 96–சி, கலைவாணி தெரு, குமாரபாளையம், நாமக்கல்.: [416, 1027, 761, 1054]
part-number: பாகம் – 46: [782, 657, 832, 669]
ward-section: [782, 886, 1127, 1039]
ward-paragraph: [416, 702, 761, 732]
dateline: [1239, 64, 1492, 94]
ward-heading: [51, 129, 396, 150]
role-label: துணை அமைப்பாளர்கள் :: [416, 576, 545, 588]
part-text: இரா.ஆனந்தபாபு, காந்திமடிகள் தெரு, காவேரி நகர், குமாரபாளையம், நாமக்கல்.: [504, 1489, 736, 1516]
part-row: [782, 689, 1127, 719]
ward-heading: [1147, 1236, 1492, 1258]
role-label: அமைப்பாளர் :: [1147, 1265, 1219, 1276]
ward-paragraph: [51, 1531, 396, 1576]
part-row: [416, 1521, 761, 1552]
ward-title-text: 16–வது வார்டு: [541, 1160, 636, 1182]
role-label: அமைப்பாளர் :: [51, 1012, 124, 1024]
part-row: [782, 589, 1127, 620]
role-text: க.சுகுப்பசாமி, 23/30, இந்திரா நகர், குமார பாளையம், நாமக்கல்.: [782, 1076, 1127, 1103]
part-row: [782, 456, 1127, 487]
ward-paragraph: [416, 864, 761, 894]
role-label: துணை அமைப்பாளர்கள் :: [51, 708, 172, 719]
ward-title-text: 30–வது வார்டு: [1272, 1236, 1367, 1258]
role-text: (1) ரா.ஜெயல், 19–ஆர், நேதாஜி நகர், ராகவேந்திரா கல்லூரி அருகில், குமாரபாளையம், நாமக்கல். (2) வ.கோகுல்ராஜ், 4/227, 4–வது தெரு, எம்.ஜி.ஆர். நகர், குப்பாண்டபாளையம், குமாரபாளையம், நாமக்கல். (3) தி.நவீன்குமார், 10/சி, பாரதி நகர், புது பள்ளிபாளையம் சாலை, குமாரபாளையம், நாமக்கல். (4) சீ.சசிக்குமார், 17/7, பாரதி நகர், புது பள்ளிபாளையம் சாலை, குமாரபாளையம், நாமக்கல். (5) செ.தனசேகரன், 4/232/13, பாரதி நகர், அண்ணா நகர், குமாரபாளையம், நாமக்கல்.: [1147, 1476, 1492, 1594]
role-label: அமைப்பாளர் :: [51, 1351, 120, 1362]
